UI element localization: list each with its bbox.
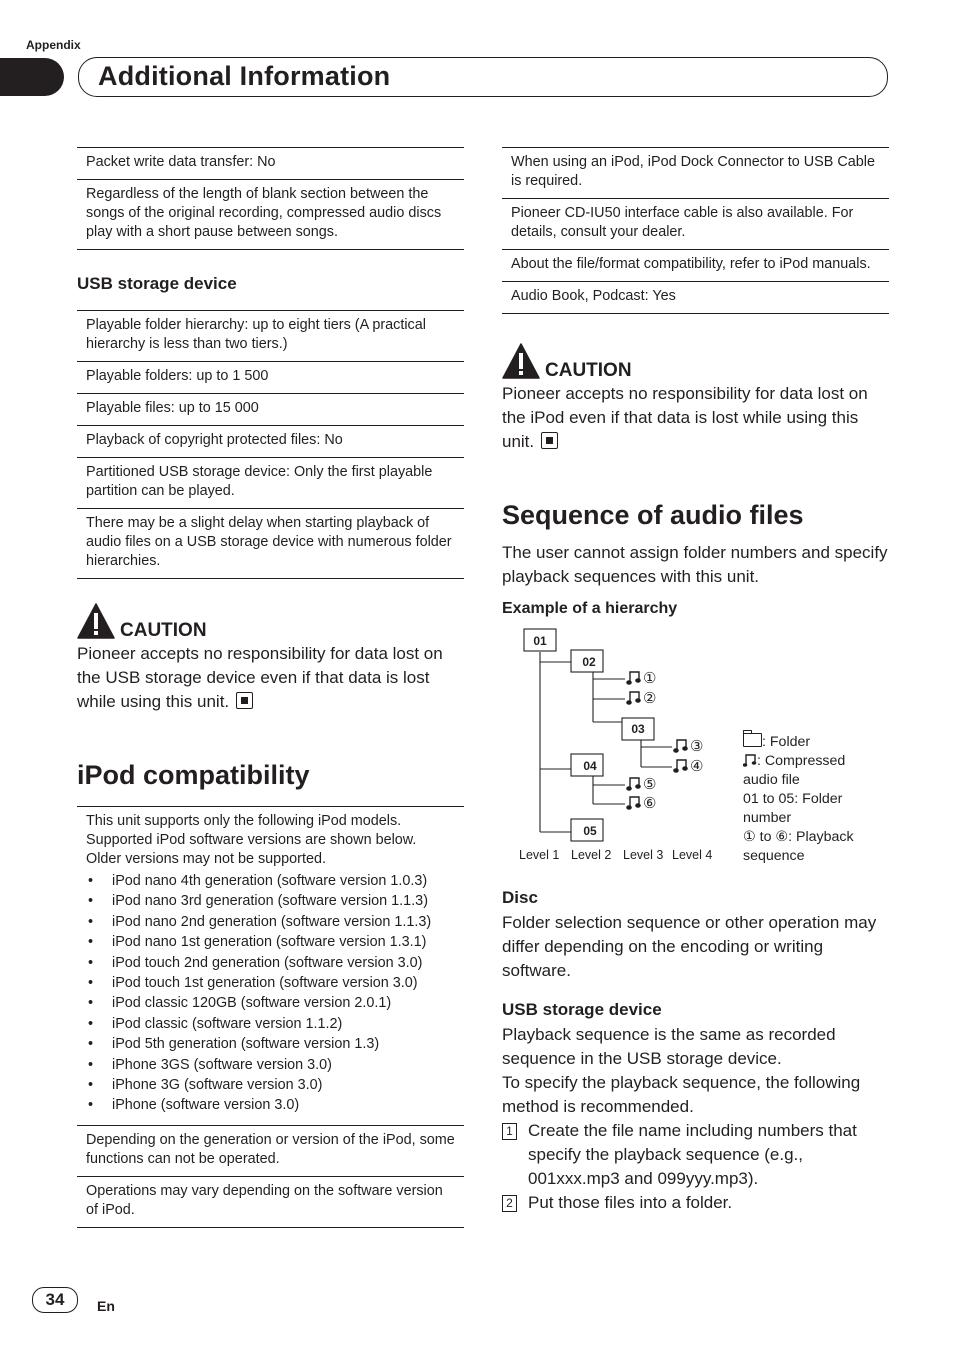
file-number: ② — [643, 690, 657, 707]
list-item: • iPhone 3G (software version 3.0) — [86, 1075, 455, 1095]
file-number: ⑥ — [643, 795, 657, 812]
ipod-table — [77, 806, 464, 1228]
example-heading: Example of a hierarchy — [502, 600, 678, 617]
step-number: 2 — [502, 1195, 517, 1212]
list-item: • iPod nano 2nd generation (software version 1.1.3) — [86, 912, 455, 932]
list-item: • iPod nano 4th generation (software version 1.0.3) — [86, 871, 455, 891]
warning-icon — [502, 343, 540, 380]
warning-icon — [77, 603, 115, 640]
level-label: Level 4 — [672, 848, 713, 862]
usb-sequence-text-1: Playback sequence is the same as recorded sequence in the USB storage device. — [502, 1025, 836, 1068]
folder-label: 01 — [533, 634, 547, 648]
music-note-icon — [674, 760, 688, 772]
music-note-icon — [674, 740, 688, 752]
level-label: Level 1 — [519, 848, 560, 862]
music-note-icon — [743, 753, 757, 767]
folder-label: 03 — [631, 722, 645, 736]
table-row: Partitioned USB storage device: Only the first playable partition can be played. — [77, 457, 464, 508]
diagram-legend — [743, 733, 883, 866]
folder-label: 05 — [583, 824, 597, 838]
table-row: About the file/format compatibility, refer to iPod manuals. — [502, 249, 889, 281]
music-note-icon — [627, 672, 641, 684]
music-note-icon — [627, 692, 641, 704]
step-item — [502, 1119, 889, 1191]
hierarchy-diagram — [510, 622, 740, 872]
list-item: • iPhone (software version 3.0) — [86, 1095, 455, 1115]
step-text: Create the file name including numbers that specify the playback sequence (e.g., 001xxx.mp3 and 099yyy.mp3). — [528, 1121, 857, 1188]
caution-usb — [77, 603, 464, 714]
table-row: Packet write data transfer: No — [86, 154, 276, 170]
disc-text: Folder selection sequence or other operation may differ depending on the encoding or writing software. — [502, 913, 877, 980]
caution-label: CAUTION — [545, 360, 632, 381]
ipod-heading: iPod compatibility — [77, 760, 310, 790]
legend-folder-numbers: 01 to 05: Folder number — [743, 791, 843, 826]
level-label: Level 3 — [623, 848, 664, 862]
table-row: Playable files: up to 15 000 — [77, 393, 464, 425]
legend-file: : Compressed audio file — [743, 753, 846, 788]
legend-folder: : Folder — [762, 734, 811, 750]
table-row: There may be a slight delay when starting playback of audio files on a USB storage device with numerous folder hierarchies. — [77, 508, 464, 578]
caution-text: Pioneer accepts no responsibility for data lost on the USB storage device even if that data is lost while using this unit. — [77, 644, 443, 711]
step-text: Put those files into a folder. — [528, 1193, 733, 1212]
table-row: Playback of copyright protected files: No — [77, 425, 464, 457]
table-row: Depending on the generation or version of the iPod, some functions can not be operated. — [77, 1125, 464, 1176]
section-label: Appendix — [26, 38, 81, 52]
list-item: • iPod touch 1st generation (software version 3.0) — [86, 973, 455, 993]
ipod-intro: This unit supports only the following iPod models. Supported iPod software versions are shown below. Older versions may not be supported. — [86, 813, 417, 867]
page-number: 34 — [32, 1287, 78, 1313]
list-item: • iPod nano 1st generation (software version 1.3.1) — [86, 932, 455, 952]
list-item: • iPod nano 3rd generation (software version 1.1.3) — [86, 891, 455, 911]
end-mark-icon — [541, 432, 558, 449]
music-note-icon — [627, 778, 641, 790]
list-item: • iPod classic 120GB (software version 2.0.1) — [86, 993, 455, 1013]
legend-playback: ① to ⑥: Playback sequence — [743, 829, 854, 864]
page-title: Additional Information — [98, 61, 391, 91]
folder-label: 04 — [583, 759, 597, 773]
folder-icon — [743, 733, 762, 747]
usb-sequence-text-2: To specify the playback sequence, the following method is recommended. — [502, 1073, 861, 1116]
ipod-spec-table — [502, 147, 889, 314]
section-tab — [0, 58, 64, 96]
usb-spec-table — [77, 310, 464, 579]
level-label: Level 2 — [571, 848, 612, 862]
table-row: Operations may vary depending on the software version of iPod. — [77, 1176, 464, 1227]
file-number: ④ — [690, 758, 704, 775]
caution-ipod — [502, 343, 889, 454]
list-item: • iPod classic (software version 1.1.2) — [86, 1014, 455, 1034]
caution-label: CAUTION — [120, 620, 207, 641]
music-note-icon — [627, 797, 641, 809]
usb-sequence-text — [502, 1023, 889, 1215]
table-row — [77, 807, 464, 1125]
list-item: • iPod 5th generation (software version 1.3) — [86, 1034, 455, 1054]
sequence-heading: Sequence of audio files — [502, 500, 804, 530]
step-number: 1 — [502, 1123, 517, 1140]
table-row: When using an iPod, iPod Dock Connector to USB Cable is required. — [511, 154, 875, 189]
cd-spec-table — [77, 147, 464, 250]
usb-sequence-heading: USB storage device — [502, 1000, 662, 1019]
list-item: • iPod touch 2nd generation (software version 3.0) — [86, 953, 455, 973]
sequence-intro: The user cannot assign folder numbers and specify playback sequences with this unit. — [502, 543, 888, 586]
table-row: Playable folders: up to 1 500 — [77, 361, 464, 393]
table-row: Playable folder hierarchy: up to eight tiers (A practical hierarchy is less than two tiers.) — [86, 317, 426, 352]
end-mark-icon — [236, 692, 253, 709]
file-number: ③ — [690, 738, 704, 755]
language-label: En — [97, 1298, 115, 1314]
table-row: Pioneer CD-IU50 interface cable is also available. For details, consult your dealer. — [502, 198, 889, 249]
table-row: Audio Book, Podcast: Yes — [502, 281, 889, 313]
step-item — [502, 1191, 889, 1215]
disc-heading: Disc — [502, 888, 538, 907]
file-number: ⑤ — [643, 776, 657, 793]
list-item: • iPhone 3GS (software version 3.0) — [86, 1055, 455, 1075]
caution-text: Pioneer accepts no responsibility for data lost on the iPod even if that data is lost while using this unit. — [502, 384, 868, 451]
file-number: ① — [643, 670, 657, 687]
table-row: Regardless of the length of blank section between the songs of the original recording, compressed audio discs play with a short pause between songs. — [77, 179, 464, 249]
usb-heading: USB storage device — [77, 274, 237, 293]
ipod-model-list — [86, 871, 455, 1116]
folder-label: 02 — [582, 655, 596, 669]
